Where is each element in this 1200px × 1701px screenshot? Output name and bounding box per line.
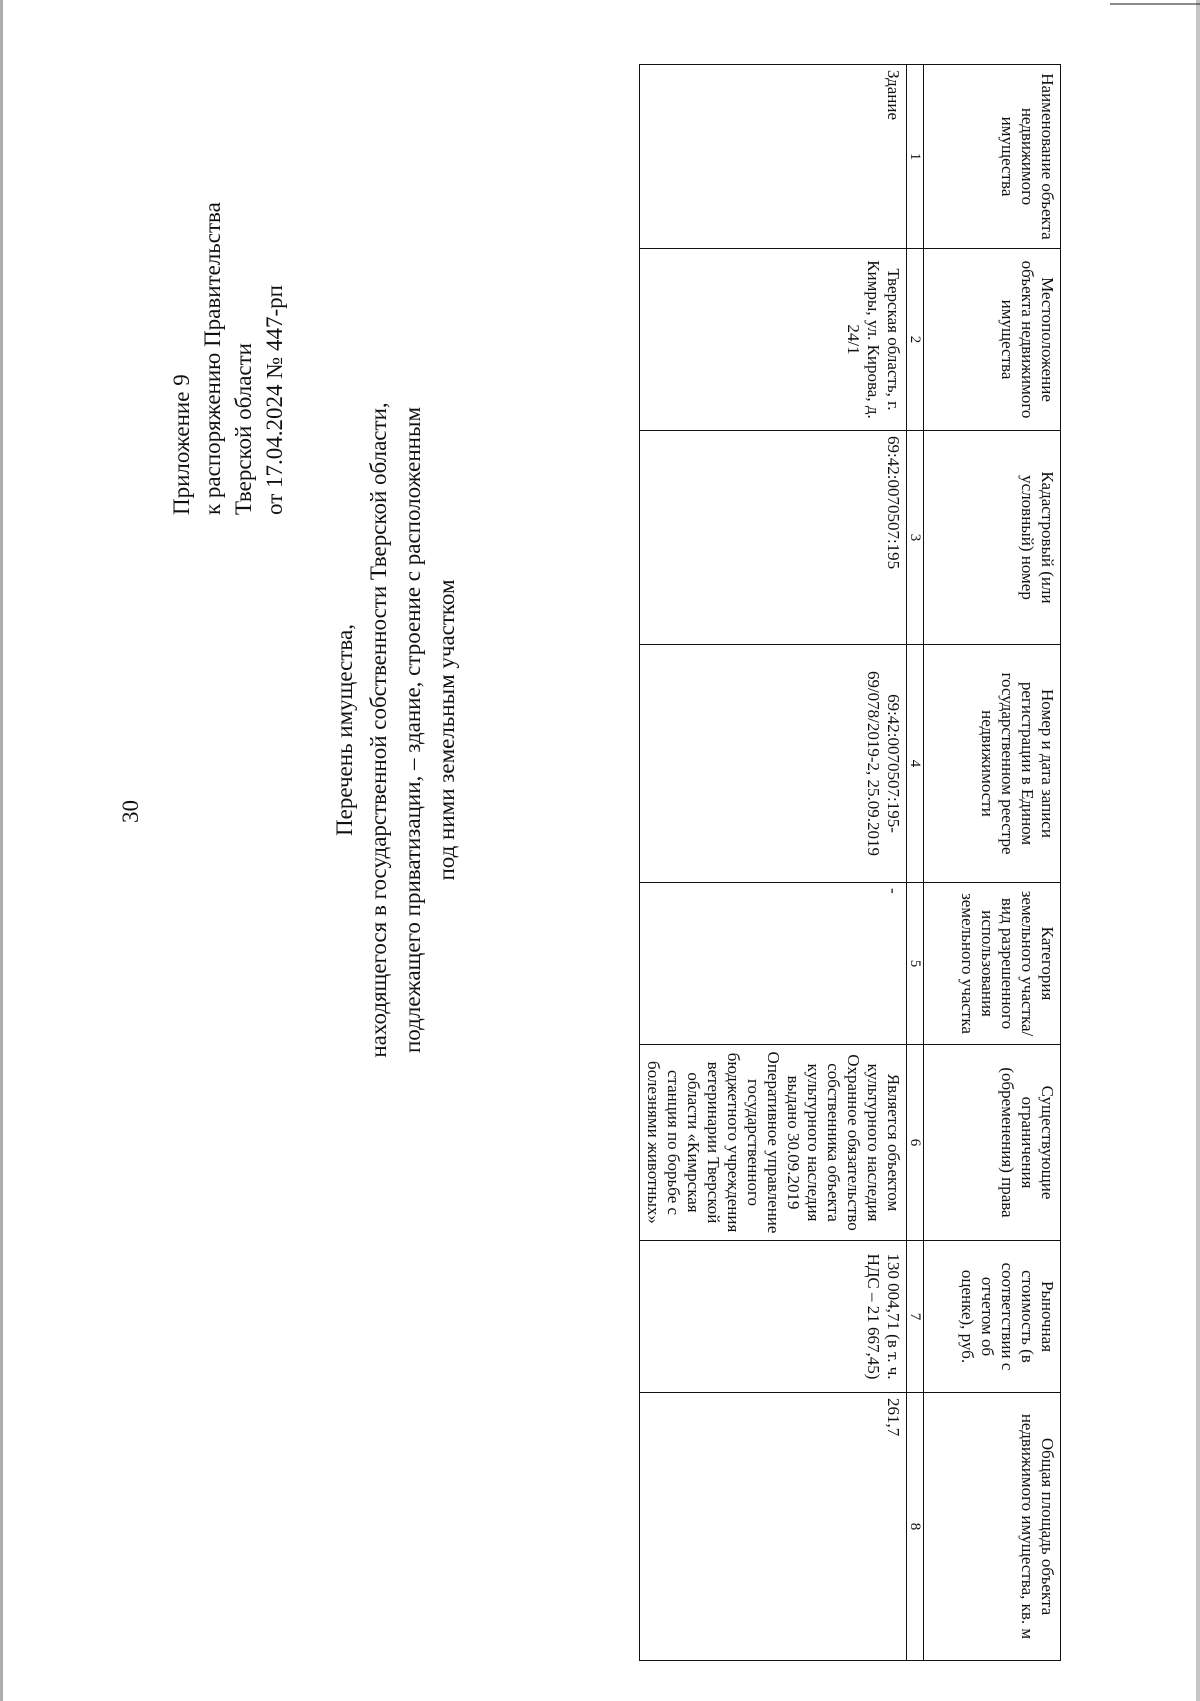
appendix-line-1: Приложение 9: [169, 374, 194, 515]
header-cell: Рыночная стоимость (в соответствии с отчетом об оценке), руб.: [924, 1241, 1061, 1393]
appendix-line-3: Тверской области: [231, 343, 256, 515]
title-line-3: подлежащего приватизации, – здание, строение с расположенным под ними земельным участком: [400, 407, 459, 1053]
scan-edge-right: [1196, 0, 1200, 1701]
cell-land-category: -: [640, 883, 907, 1045]
header-cell: Общая площадь объекта недвижимого имущества, кв. м: [924, 1393, 1061, 1661]
title-line-1: Перечень имущества,: [332, 624, 357, 836]
property-table-wrapper: [639, 64, 1061, 1661]
header-cell: Существующие ограничения (обременения) права: [924, 1045, 1061, 1241]
header-cell: Категория земельного участка/вид разрешенного использования земельного участка: [924, 883, 1061, 1045]
cell-encumbrances: Является объектом культурного наследия Охранное обязательство собственника объекта культурного наследия выдано 30.09.2019 Оперативное управление государственного бюджетного учреждения ветеринарии Тверской области «Кимрская станция по борьбе с болезнями животных»: [640, 1045, 907, 1241]
appendix-line-4: от 17.04.2024 № 447-рп: [262, 285, 287, 515]
column-number: 8: [907, 1393, 924, 1661]
cell-name: Здание: [640, 65, 907, 249]
column-number: 6: [907, 1045, 924, 1241]
cell-location: Тверская область, г. Кимры, ул. Кирова, д. 24/1: [640, 249, 907, 431]
column-numbers-row: [907, 65, 924, 1661]
column-number: 4: [907, 645, 924, 883]
property-table: [639, 64, 1061, 1661]
column-number: 3: [907, 431, 924, 645]
header-cell: Кадастровый (или условный) номер: [924, 431, 1061, 645]
scan-edge-left: [0, 0, 3, 1701]
title-line-2: находящегося в государственной собственности Тверской области,: [366, 402, 391, 1058]
scan-edge-top: [1110, 3, 1200, 5]
header-cell: Номер и дата записи регистрации в Едином государственном реестре недвижимости: [924, 645, 1061, 883]
cell-cadastral-number: 69:42:0070507:195: [640, 431, 907, 645]
page-number: 30: [118, 800, 143, 823]
column-number: 2: [907, 249, 924, 431]
table-row: [640, 65, 907, 1661]
column-number: 5: [907, 883, 924, 1045]
column-number: 7: [907, 1241, 924, 1393]
table-header-row: [924, 65, 1061, 1661]
header-cell: Местоположение объекта недвижимого имущества: [924, 249, 1061, 431]
cell-area: 261,7: [640, 1393, 907, 1661]
cell-registration: 69:42:0070507:195-69/078/2019-2, 25.09.2019: [640, 645, 907, 883]
cell-market-value: 130 004,71 (в т. ч. НДС – 21 667,45): [640, 1241, 907, 1393]
appendix-reference: [166, 185, 290, 515]
document-title: [328, 400, 464, 1060]
appendix-line-2: к распоряжению Правительства: [200, 202, 225, 515]
header-cell: Наименование объекта недвижимого имущества: [924, 65, 1061, 249]
column-number: 1: [907, 65, 924, 249]
